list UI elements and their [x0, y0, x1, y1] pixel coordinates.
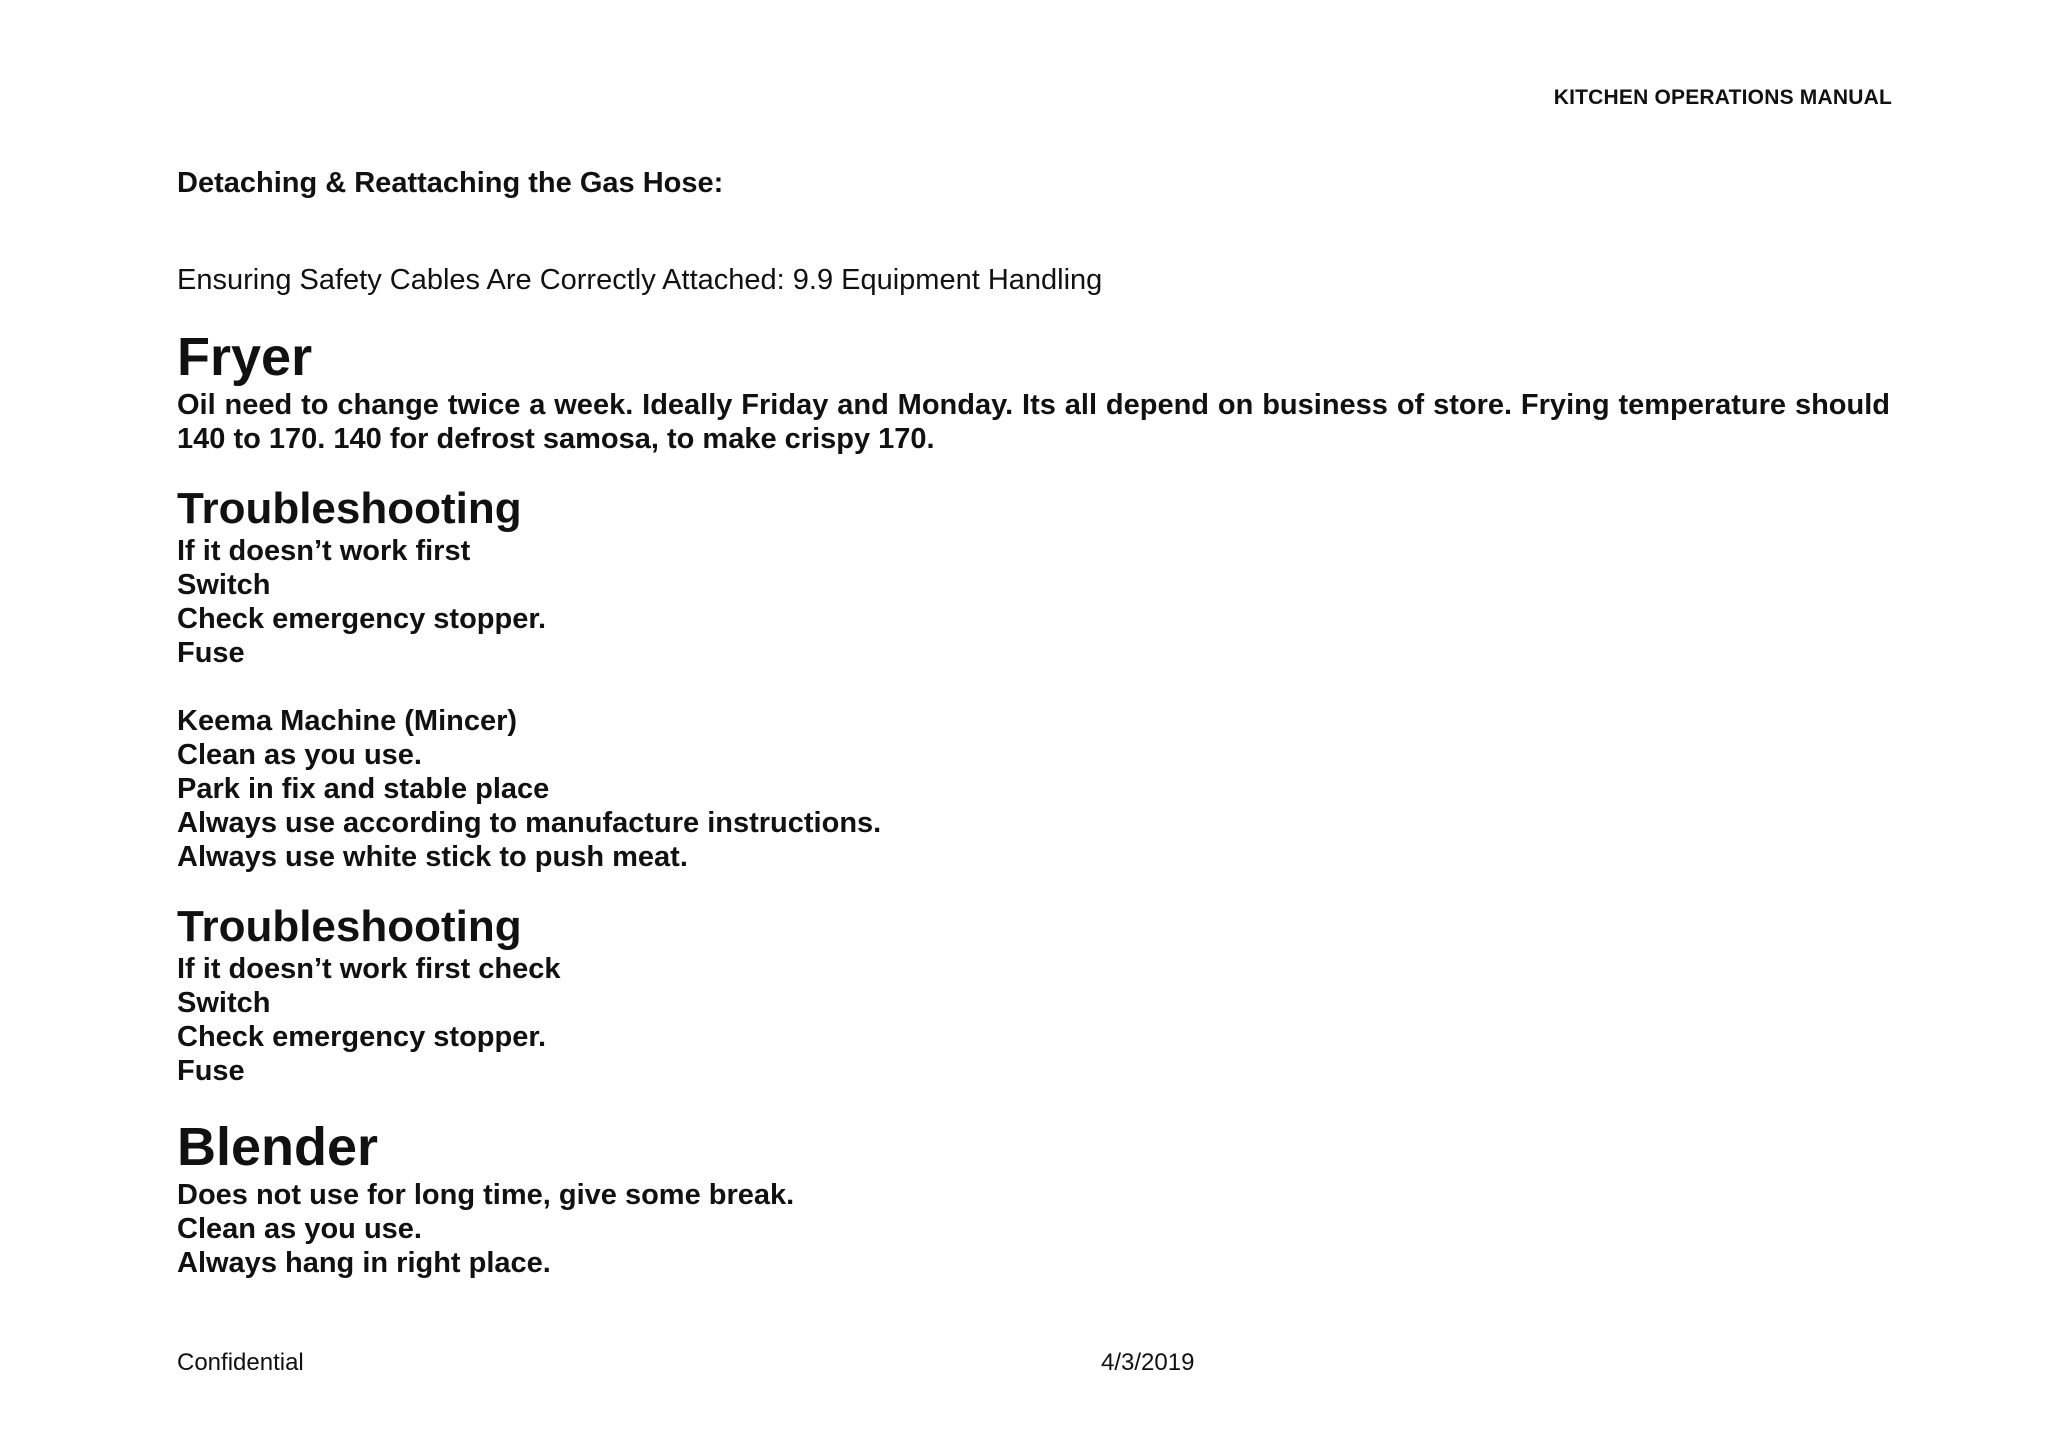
- troubleshooting-list-1: [177, 534, 1890, 670]
- list-item: Fuse: [177, 1055, 245, 1087]
- troubleshooting-heading-1: Troubleshooting: [177, 484, 522, 533]
- list-item: Fuse: [177, 637, 245, 669]
- list-item: Always use white stick to push meat.: [177, 841, 688, 873]
- keema-machine-list: [177, 704, 1890, 874]
- list-item: Check emergency stopper.: [177, 603, 547, 635]
- safety-cables-line: Ensuring Safety Cables Are Correctly Attached: 9.9 Equipment Handling: [177, 264, 1103, 296]
- list-item: Switch: [177, 987, 271, 1019]
- list-item: Park in fix and stable place: [177, 773, 550, 805]
- gas-hose-heading: Detaching & Reattaching the Gas Hose:: [177, 167, 724, 199]
- list-item: Does not use for long time, give some break.: [177, 1179, 795, 1211]
- blender-list: [177, 1178, 1890, 1280]
- list-item: Clean as you use.: [177, 739, 422, 771]
- list-item: Switch: [177, 569, 271, 601]
- list-item: If it doesn’t work first: [177, 535, 471, 567]
- list-item: Always use according to manufacture instructions.: [177, 807, 882, 839]
- footer-confidential: Confidential: [177, 1349, 304, 1376]
- list-item: If it doesn’t work first check: [177, 953, 561, 985]
- list-item: Check emergency stopper.: [177, 1021, 547, 1053]
- troubleshooting-list-2: [177, 952, 1890, 1088]
- fryer-paragraph: Oil need to change twice a week. Ideally Friday and Monday. Its all depend on business of store. Frying temperature should 140 to 170. 140 for defrost samosa, to make crispy 170.: [177, 389, 1890, 455]
- list-item: Always hang in right place.: [177, 1247, 551, 1279]
- troubleshooting-heading-2: Troubleshooting: [177, 902, 522, 951]
- footer-date: 4/3/2019: [1101, 1349, 1195, 1376]
- list-item: Clean as you use.: [177, 1213, 422, 1245]
- fryer-heading: Fryer: [177, 327, 313, 387]
- document-body: [177, 165, 1890, 1280]
- blender-heading: Blender: [177, 1117, 379, 1177]
- list-item: Keema Machine (Mincer): [177, 705, 518, 737]
- running-header: KITCHEN OPERATIONS MANUAL: [1553, 86, 1892, 109]
